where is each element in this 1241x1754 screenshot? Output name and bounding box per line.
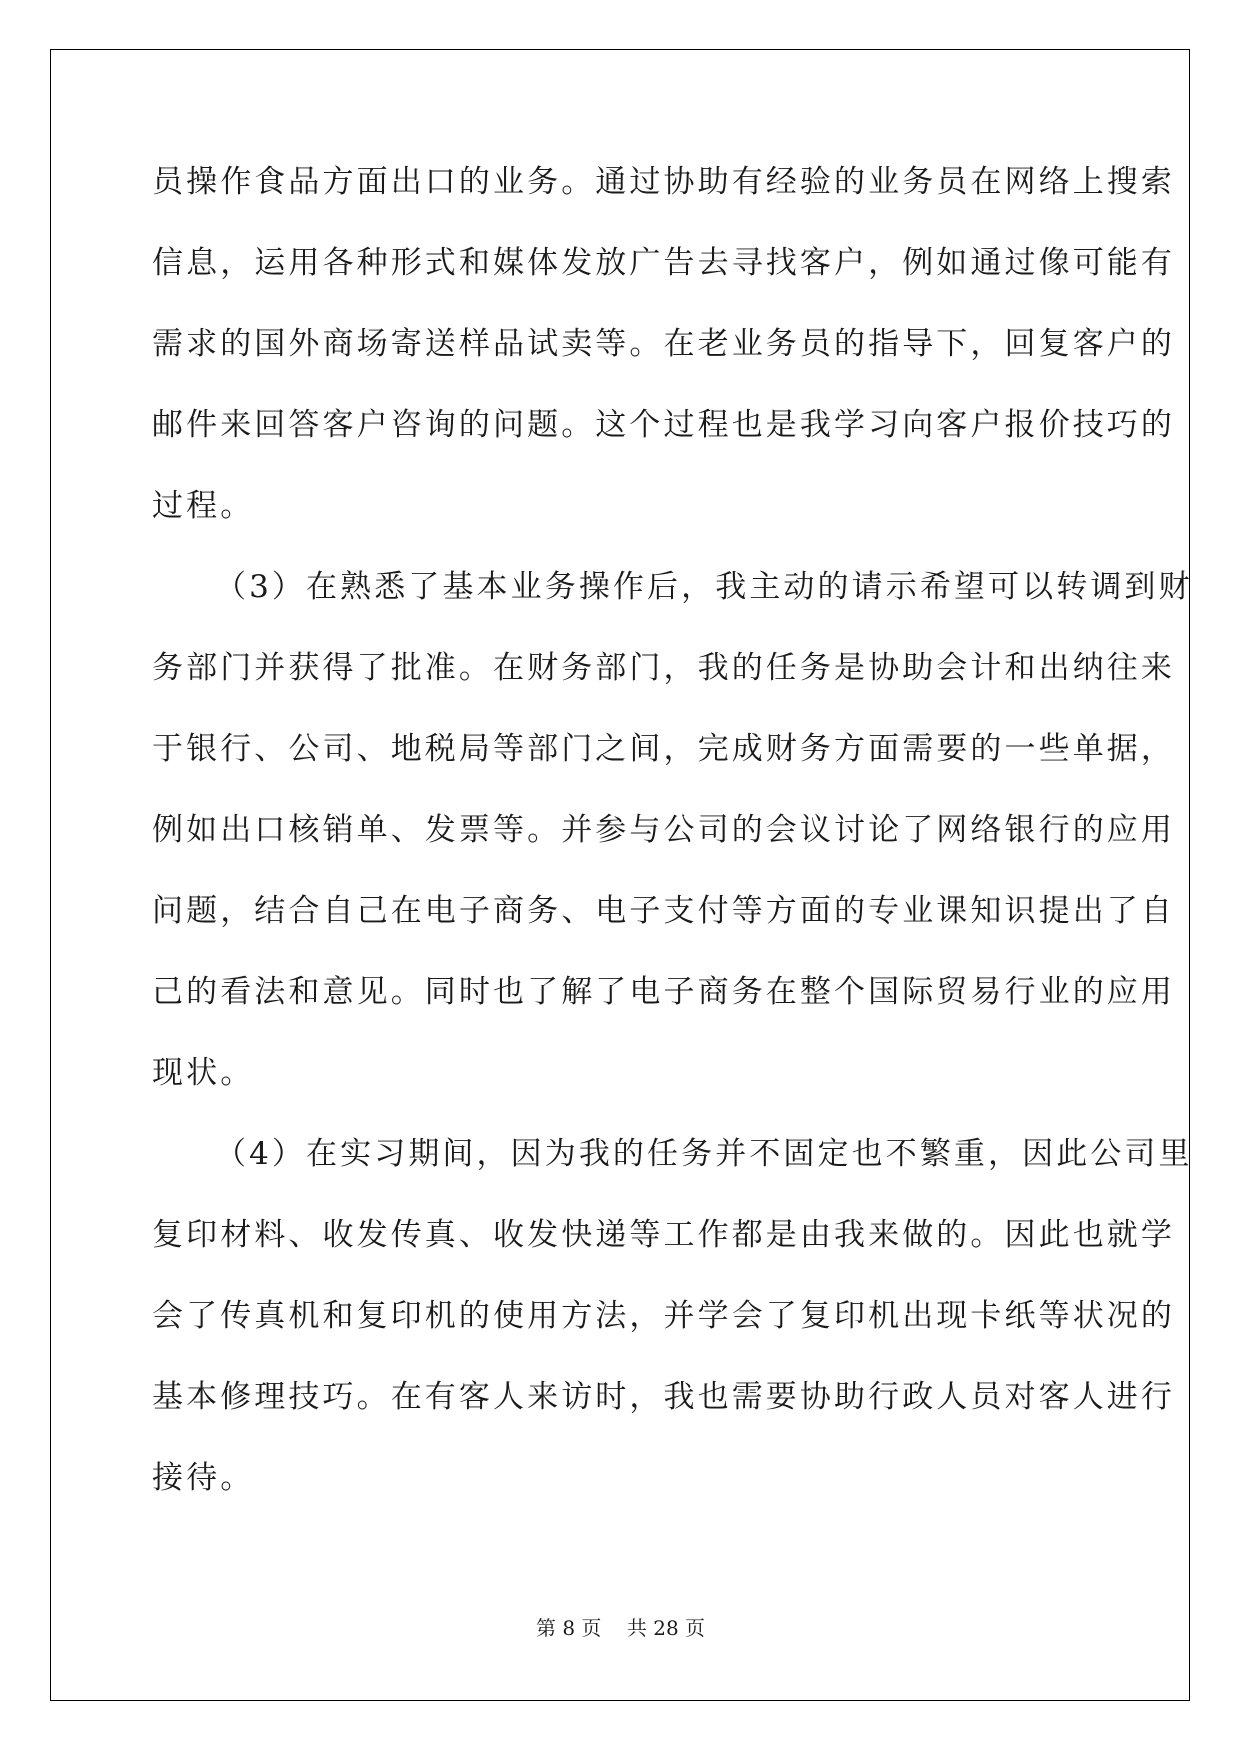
- text-line: 员操作食品方面出口的业务。通过协助有经验的业务员在网络上搜索: [152, 164, 1175, 200]
- text-line: 邮件来回答客户咨询的问题。这个过程也是我学习向客户报价技巧的: [152, 407, 1175, 443]
- text-line: 基本修理技巧。在有客人来访时，我也需要协助行政人员对客人进行: [152, 1379, 1175, 1415]
- text-line: 复印材料、收发传真、收发快递等工作都是由我来做的。因此也就学: [152, 1217, 1175, 1253]
- text-line: 己的看法和意见。同时也了解了电子商务在整个国际贸易行业的应用: [152, 974, 1175, 1010]
- text-line: 需求的国外商场寄送样品试卖等。在老业务员的指导下，回复客户的: [152, 326, 1175, 362]
- text-line: 会了传真机和复印机的使用方法，并学会了复印机出现卡纸等状况的: [152, 1298, 1175, 1334]
- text-line: 例如出口核销单、发票等。并参与公司的会议讨论了网络银行的应用: [152, 812, 1175, 848]
- total-pages: 共 28 页: [626, 1616, 706, 1640]
- text-line: 过程。: [152, 488, 255, 524]
- text-line: 务部门并获得了批准。在财务部门，我的任务是协助会计和出纳往来: [152, 650, 1175, 686]
- page-footer: [0, 1612, 1241, 1641]
- paragraph-3-first-line: （3）在熟悉了基本业务操作后，我主动的请示希望可以转调到财: [215, 569, 1193, 605]
- page-number: 第 8 页: [535, 1616, 602, 1640]
- text-line: 于银行、公司、地税局等部门之间，完成财务方面需要的一些单据，: [152, 731, 1175, 767]
- paragraph-4-first-line: （4）在实习期间，因为我的任务并不固定也不繁重，因此公司里: [215, 1136, 1193, 1172]
- text-line: 问题，结合自己在电子商务、电子支付等方面的专业课知识提出了自: [152, 893, 1175, 929]
- text-line: 现状。: [152, 1055, 255, 1091]
- document-body: [152, 162, 1193, 1539]
- text-line: 信息，运用各种形式和媒体发放广告去寻找客户，例如通过像可能有: [152, 245, 1175, 281]
- text-line: 接待。: [152, 1460, 255, 1496]
